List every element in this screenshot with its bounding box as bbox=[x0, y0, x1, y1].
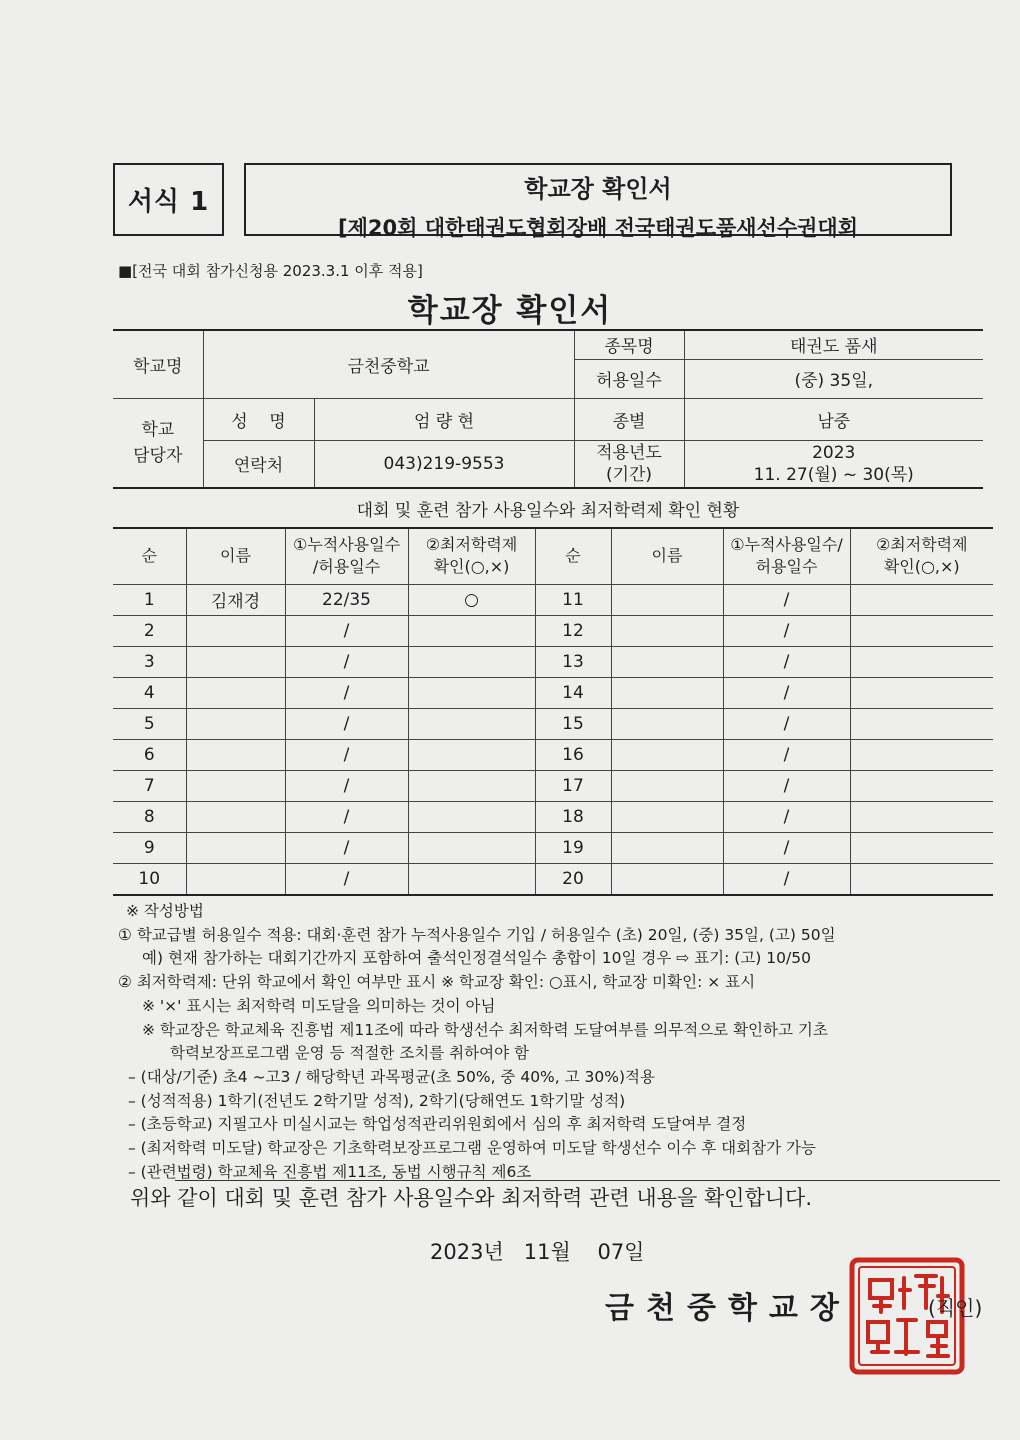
row-number-right: 11 bbox=[535, 584, 611, 615]
issue-date: 2023년 11월 07일 bbox=[430, 1240, 645, 1264]
usage-days-right: / bbox=[723, 770, 850, 801]
academic-check-left bbox=[408, 863, 535, 895]
usage-days-right: / bbox=[723, 646, 850, 677]
note-line: 예) 현재 참가하는 대회기간까지 포함하여 출석인정결석일수 총합이 10일 경우 ⇨ 표기: (고) 10/50 bbox=[142, 949, 811, 968]
academic-check-left bbox=[408, 677, 535, 708]
manager-label-line-1: 학교 bbox=[141, 419, 175, 440]
header-name-right: 이름 bbox=[611, 528, 723, 584]
academic-check-right bbox=[850, 770, 993, 801]
header-days-left-line-1: ①누적사용일수 bbox=[292, 535, 401, 555]
athlete-name-left bbox=[186, 708, 285, 739]
section-title: 대회 및 훈련 참가 사용일수와 최저학력제 확인 현황 bbox=[356, 501, 740, 521]
academic-check-right bbox=[850, 615, 993, 646]
athlete-name-right bbox=[611, 584, 723, 615]
seal-note: (직인) bbox=[928, 1296, 983, 1320]
academic-check-left bbox=[408, 770, 535, 801]
manager-label-line-2: 담당자 bbox=[133, 445, 183, 466]
athlete-name-left bbox=[186, 739, 285, 770]
row-number-right: 12 bbox=[535, 615, 611, 646]
table-row bbox=[113, 770, 993, 801]
header-name-left: 이름 bbox=[186, 528, 285, 584]
academic-check-right bbox=[850, 584, 993, 615]
divider bbox=[175, 1180, 1000, 1181]
row-number-right: 20 bbox=[535, 863, 611, 895]
note-line: 학력보장프로그램 운영 등 적절한 조치를 취하여야 함 bbox=[170, 1044, 529, 1063]
usage-days-left: / bbox=[285, 677, 408, 708]
row-number-left: 8 bbox=[113, 801, 186, 832]
athlete-status-table bbox=[113, 527, 993, 896]
note-heading: ※ 작성방법 bbox=[126, 902, 204, 920]
note-line: – (최저학력 미도달) 학교장은 기초학력보장프로그램 운영하여 미도달 학생선수 이수 후 대회참가 가능 bbox=[128, 1139, 816, 1158]
header-days-left bbox=[285, 528, 408, 584]
row-number-right: 17 bbox=[535, 770, 611, 801]
usage-days-right: / bbox=[723, 584, 850, 615]
athlete-name-right bbox=[611, 801, 723, 832]
principal-title: 금천중학교장 bbox=[605, 1291, 851, 1326]
usage-days-left: / bbox=[285, 646, 408, 677]
athlete-name-right bbox=[611, 646, 723, 677]
usage-days-right: / bbox=[723, 832, 850, 863]
academic-check-right bbox=[850, 677, 993, 708]
usage-days-right: / bbox=[723, 739, 850, 770]
row-number-right: 19 bbox=[535, 832, 611, 863]
instructions bbox=[118, 900, 998, 1184]
usage-days-left: / bbox=[285, 863, 408, 895]
row-number-left: 1 bbox=[113, 584, 186, 615]
allowed-days-value: (중) 35일, bbox=[684, 359, 983, 398]
usage-days-right: / bbox=[723, 801, 850, 832]
usage-days-left: / bbox=[285, 801, 408, 832]
athlete-name-right bbox=[611, 677, 723, 708]
academic-check-right bbox=[850, 646, 993, 677]
year-value bbox=[684, 440, 983, 488]
athlete-name-left bbox=[186, 677, 285, 708]
row-number-left: 3 bbox=[113, 646, 186, 677]
contact-value: 043)219-9553 bbox=[314, 440, 574, 488]
form-number-box bbox=[113, 163, 224, 236]
application-notice: ■[전국 대회 참가신청용 2023.3.1 이후 적용] bbox=[118, 262, 423, 280]
row-number-right: 13 bbox=[535, 646, 611, 677]
event-label: 종목명 bbox=[574, 330, 684, 359]
year-value-period: 11. 27(월) ~ 30(목) bbox=[753, 464, 914, 485]
confirmation-statement: 위와 같이 대회 및 훈련 참가 사용일수와 최저학력 관련 내용을 확인합니다. bbox=[130, 1186, 813, 1210]
athlete-name-left bbox=[186, 863, 285, 895]
usage-days-right: / bbox=[723, 708, 850, 739]
athlete-name-left bbox=[186, 801, 285, 832]
academic-check-right bbox=[850, 832, 993, 863]
athlete-name-left bbox=[186, 646, 285, 677]
manager-label bbox=[113, 398, 203, 488]
academic-check-left bbox=[408, 739, 535, 770]
header-days-right-line-2: 허용일수 bbox=[755, 557, 818, 577]
note-line: ※ 학교장은 학교체육 진흥법 제11조에 따라 학생선수 최저학력 도달여부를 의무적으로 확인하고 기초 bbox=[142, 1020, 828, 1039]
table-row bbox=[113, 677, 993, 708]
header-check-right-line-1: ②최저학력제 bbox=[875, 535, 968, 555]
athlete-name-right bbox=[611, 708, 723, 739]
academic-check-left bbox=[408, 708, 535, 739]
athlete-name-left bbox=[186, 832, 285, 863]
gender-value: 남중 bbox=[684, 398, 983, 440]
manager-name: 엄 량 현 bbox=[314, 398, 574, 440]
competition-name: [제20회 대한태권도협회장배 전국태권도품새선수권대회 bbox=[337, 216, 859, 240]
table-row bbox=[113, 646, 993, 677]
academic-check-right bbox=[850, 801, 993, 832]
athlete-name-right bbox=[611, 739, 723, 770]
header-days-right bbox=[723, 528, 850, 584]
row-number-left: 7 bbox=[113, 770, 186, 801]
row-number-left: 2 bbox=[113, 615, 186, 646]
usage-days-right: / bbox=[723, 677, 850, 708]
usage-days-left: / bbox=[285, 770, 408, 801]
contact-label: 연락처 bbox=[203, 440, 314, 488]
header-check-right-line-2: 확인(○,×) bbox=[883, 557, 960, 577]
athlete-name-left: 김재경 bbox=[186, 584, 285, 615]
table-row bbox=[113, 708, 993, 739]
table-row bbox=[113, 584, 993, 615]
note-line: – (성적적용) 1학기(전년도 2학기말 성적), 2학기(당해연도 1학기말 성적) bbox=[128, 1091, 626, 1110]
table-row bbox=[113, 801, 993, 832]
note-line: – (초등학교) 지필고사 미실시교는 학업성적관리위원회에서 심의 후 최저학력 도달여부 결정 bbox=[128, 1115, 747, 1134]
athlete-name-right bbox=[611, 863, 723, 895]
header-check-right bbox=[850, 528, 993, 584]
note-line: ① 학교급별 허용일수 적용: 대회·훈련 참가 누적사용일수 기입 / 허용일수 (초) 20일, (중) 35일, (고) 50일 bbox=[118, 925, 836, 944]
athlete-name-left bbox=[186, 770, 285, 801]
note-line: – (관련법령) 학교체육 진흥법 제11조, 동법 시행규칙 제6조 bbox=[128, 1162, 532, 1181]
header-title: 학교장 확인서 bbox=[524, 175, 672, 203]
row-number-right: 15 bbox=[535, 708, 611, 739]
usage-days-left: 22/35 bbox=[285, 584, 408, 615]
page-title: 학교장 확인서 bbox=[407, 293, 613, 329]
header-check-left-line-2: 확인(○,×) bbox=[433, 557, 510, 577]
athlete-name-right bbox=[611, 770, 723, 801]
academic-check-left bbox=[408, 615, 535, 646]
school-name: 금천중학교 bbox=[203, 330, 574, 398]
header-days-right-line-1: ①누적사용일수/ bbox=[730, 535, 843, 555]
header-no-left: 순 bbox=[113, 528, 186, 584]
year-label-line-2: (기간) bbox=[605, 464, 653, 485]
header-check-left-line-1: ②최저학력제 bbox=[425, 535, 518, 555]
table-row bbox=[113, 739, 993, 770]
name-label: 성 명 bbox=[203, 398, 314, 440]
usage-days-left: / bbox=[285, 615, 408, 646]
row-number-right: 18 bbox=[535, 801, 611, 832]
usage-days-right: / bbox=[723, 863, 850, 895]
year-label bbox=[574, 440, 684, 488]
academic-check-left bbox=[408, 832, 535, 863]
year-value-year: 2023 bbox=[812, 442, 856, 463]
header-no-right: 순 bbox=[535, 528, 611, 584]
athlete-name-right bbox=[611, 615, 723, 646]
row-number-right: 14 bbox=[535, 677, 611, 708]
athlete-name-right bbox=[611, 832, 723, 863]
table-row bbox=[113, 615, 993, 646]
row-number-right: 16 bbox=[535, 739, 611, 770]
form-number-label: 서식 1 bbox=[127, 187, 210, 217]
academic-check-right bbox=[850, 739, 993, 770]
gender-label: 종별 bbox=[574, 398, 684, 440]
header-check-left bbox=[408, 528, 535, 584]
usage-days-left: / bbox=[285, 708, 408, 739]
row-number-left: 6 bbox=[113, 739, 186, 770]
academic-check-left: ○ bbox=[408, 584, 535, 615]
note-line: – (대상/기준) 초4 ~고3 / 해당학년 과목평균(초 50%, 중 40%, 고 30%)적용 bbox=[128, 1067, 655, 1086]
row-number-left: 9 bbox=[113, 832, 186, 863]
year-label-line-1: 적용년도 bbox=[596, 442, 662, 463]
table-row bbox=[113, 832, 993, 863]
academic-check-right bbox=[850, 863, 993, 895]
academic-check-left bbox=[408, 646, 535, 677]
table-row bbox=[113, 863, 993, 895]
usage-days-left: / bbox=[285, 739, 408, 770]
event-value: 태권도 품새 bbox=[684, 330, 983, 359]
header-title-box bbox=[244, 163, 952, 240]
usage-days-left: / bbox=[285, 832, 408, 863]
academic-check-right bbox=[850, 708, 993, 739]
usage-days-right: / bbox=[723, 615, 850, 646]
note-line: ※ '×' 표시는 최저학력 미도달을 의미하는 것이 아님 bbox=[142, 996, 496, 1015]
row-number-left: 10 bbox=[113, 863, 186, 895]
note-line: ② 최저학력제: 단위 학교에서 확인 여부만 표시 ※ 학교장 확인: ○표시, 학교장 미확인: × 표시 bbox=[118, 973, 756, 992]
row-number-left: 5 bbox=[113, 708, 186, 739]
athlete-name-left bbox=[186, 615, 285, 646]
school-info-table bbox=[113, 329, 983, 489]
row-number-left: 4 bbox=[113, 677, 186, 708]
academic-check-left bbox=[408, 801, 535, 832]
allowed-days-label: 허용일수 bbox=[574, 359, 684, 398]
header-days-left-line-2: /허용일수 bbox=[312, 557, 381, 577]
table-header-row bbox=[113, 528, 993, 584]
school-label: 학교명 bbox=[113, 330, 203, 398]
